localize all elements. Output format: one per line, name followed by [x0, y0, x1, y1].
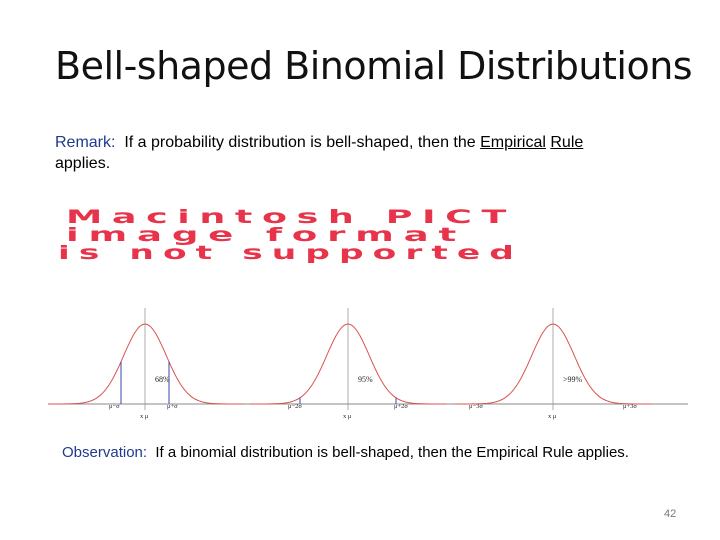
remark-paragraph: [55, 132, 675, 174]
slide-title: Bell-shaped Binomial Distributions: [55, 44, 693, 88]
right-bound-label: μ+σ: [167, 403, 178, 410]
left-bound-label: μ−σ: [109, 403, 120, 410]
right-bound-label: μ+2σ: [394, 403, 408, 410]
percent-label: 68%: [155, 375, 170, 384]
bell-curve-1: [48, 308, 243, 420]
center-axis-label: x μ: [548, 413, 557, 420]
center-axis-label: x μ: [140, 413, 149, 420]
bell-curve-3: [455, 308, 651, 420]
pict-line-2: image format: [66, 224, 466, 246]
left-bound-label: μ−3σ: [469, 403, 483, 410]
right-bound-label: μ+3σ: [623, 403, 637, 410]
left-bound-label: μ−2σ: [288, 403, 302, 410]
remark-label: Remark:: [55, 134, 116, 151]
observation-paragraph: [62, 444, 629, 461]
bell-curve-2: [250, 308, 446, 420]
remark-rule: Rule: [550, 134, 584, 151]
percent-label: >99%: [563, 375, 583, 384]
pict-unsupported-placeholder: [58, 205, 528, 265]
observation-text: If a binomial distribution is bell-shaped, then the Empirical Rule applies.: [155, 444, 629, 461]
bell-curves-figure: [48, 300, 688, 425]
remark-text: If a probability distribution is bell-shaped, then the: [124, 134, 476, 151]
bell-curve-path: [48, 324, 243, 404]
percent-label: 95%: [358, 375, 373, 384]
page-number: 42: [664, 508, 677, 520]
remark-empirical: Empirical: [480, 134, 546, 151]
remark-text-end: applies.: [55, 155, 111, 172]
pict-line-3: is not supported: [58, 242, 523, 264]
center-axis-label: x μ: [343, 413, 352, 420]
observation-label: Observation:: [62, 444, 148, 461]
pict-line-1: Macintosh PICT: [66, 206, 516, 228]
